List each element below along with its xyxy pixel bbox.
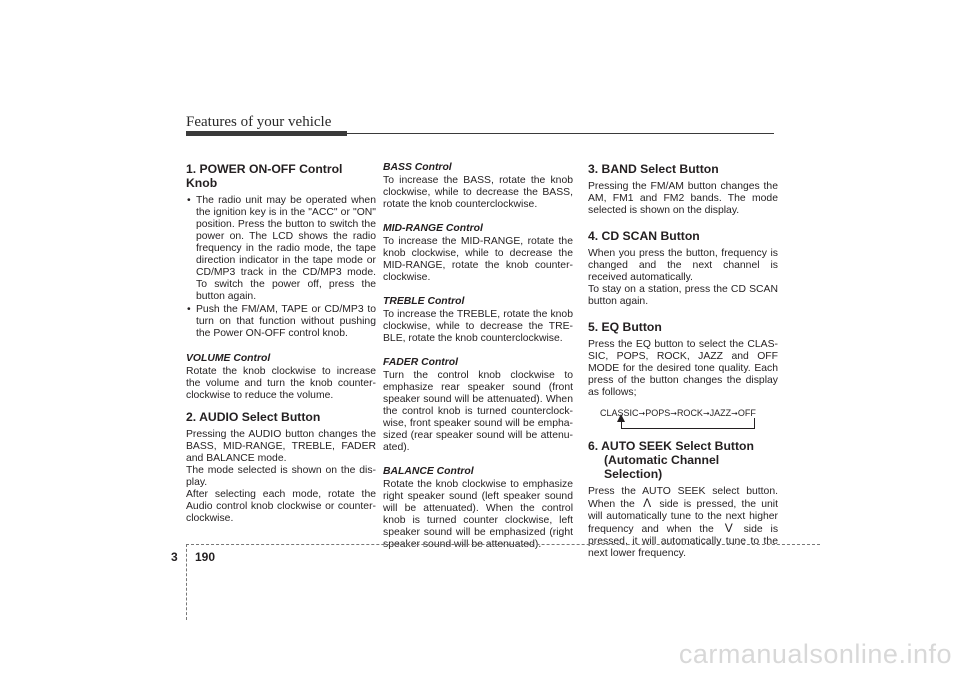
list-item: • The radio unit may be operated when the ignition key is in the "ACC" or "ON" position. Press the button to switch the power on. The LCD shows the radio frequency in the radio mode, the tape direction indicator in the tape mode or CD/MP3 track in the CD/MP3 mode. To switch the power off, press the button again.: [186, 195, 376, 303]
bass-heading: BASS Control: [383, 162, 452, 173]
fader-heading: FADER Control: [383, 357, 459, 368]
column-1: [186, 162, 376, 525]
audio-text-2: The mode selected is shown on the dis-play.: [186, 465, 376, 488]
arrow-up-icon: [617, 414, 625, 422]
band-text: Pressing the FM/AM button changes the AM, FM1 and FM2 bands. The mode selected is shown on the display.: [588, 181, 778, 216]
bass-text: To increase the BASS, rotate the knob clockwise, while to decrease the BASS, rotate the knob counterclockwise.: [383, 175, 573, 210]
header-rule-thick: [186, 131, 347, 136]
cd-scan-heading: 4. CD SCAN Button: [588, 229, 700, 243]
page-number: 190: [195, 550, 216, 564]
volume-heading: VOLUME Control: [186, 353, 271, 364]
auto-seek-title: 6. AUTO SEEK Select Button: [588, 439, 754, 453]
power-knob-heading: 1. POWER ON-OFF Control Knob: [186, 162, 343, 190]
band-select-heading: 3. BAND Select Button: [588, 162, 719, 176]
auto-seek-text-3: side is pressed, it will automatically tune to the next lower frequency.: [588, 524, 779, 559]
treble-heading: TREBLE Control: [383, 296, 465, 307]
eq-mode-cycle-diagram: [588, 405, 778, 435]
volume-text: Rotate the knob clockwise to increase the volume and turn the knob counter-clockwise to reduce the volume.: [186, 366, 376, 401]
eq-mode-label: JAZZ: [709, 408, 732, 418]
balance-text: Rotate the knob clockwise to emphasize right speaker sound (left speaker sound will be attenuated). When the control knob is turned counter clockwise, left speaker sound will be emphasized (right speaker sound will be attenuated).: [383, 479, 573, 550]
chapter-number: 3: [171, 550, 178, 564]
arrow-right-icon: ➞: [731, 409, 738, 418]
auto-seek-text: [588, 486, 778, 560]
column-2: [383, 162, 573, 551]
chevron-up-icon: Λ: [643, 496, 652, 510]
mid-range-heading: MID-RANGE Control: [383, 223, 483, 234]
eq-mode-label: POPS: [645, 408, 671, 418]
audio-text-3: After selecting each mode, rotate the Audio control knob clockwise or counter-clockwise.: [186, 489, 376, 524]
footer-divider: [186, 544, 820, 545]
arrow-right-icon: ➞: [638, 409, 646, 418]
arrow-right-icon: ➞: [670, 409, 677, 418]
return-bracket: [621, 418, 755, 429]
auto-seek-heading: [588, 439, 778, 481]
auto-seek-subtitle: (Automatic Channel Selection): [604, 453, 720, 481]
fader-text: Turn the control knob clockwise to emphasize rear speaker sound (front speaker sound will be attenuated). When the control knob is turned counterclock-wise, front speaker sound will be empha-sized (rear speaker sound will be attenu-ated).: [383, 370, 573, 453]
chevron-down-icon: V: [724, 521, 733, 535]
column-3: [588, 162, 778, 560]
auto-seek-text-1: Press the AUTO SEEK select button. When the: [588, 486, 778, 510]
balance-heading: BALANCE Control: [383, 466, 474, 477]
eq-mode-label: CLASSIC: [600, 408, 639, 418]
treble-text: To increase the TREBLE, rotate the knob clockwise, while to decrease the TRE-BLE, rotate the knob counterclockwise.: [383, 309, 573, 344]
footer-vertical-divider: [186, 544, 187, 620]
arrow-right-icon: ➞: [702, 409, 710, 418]
header-title: Features of your vehicle: [186, 114, 332, 130]
eq-text: Press the EQ button to select the CLAS-SIC, POPS, ROCK, JAZZ and OFF MODE for the desired tone quality. Each press of the button changes the display as follows;: [588, 339, 778, 398]
header-rule-thin: [347, 133, 774, 134]
eq-mode-label: OFF: [737, 408, 756, 418]
cd-scan-text-1: When you press the button, frequency is changed and the next channel is received automatically.: [588, 248, 778, 283]
audio-text-1: Pressing the AUDIO button changes the BASS, MID-RANGE, TREBLE, FADER and BALANCE mode.: [186, 429, 376, 464]
mid-range-text: To increase the MID-RANGE, rotate the knob clockwise, while to decrease the MID-RANGE, rotate the knob counter-clockwise.: [383, 236, 573, 283]
watermark: carmanualsonline.info: [678, 639, 952, 669]
eq-mode-label: ROCK: [676, 408, 703, 418]
cd-scan-text-2: To stay on a station, press the CD SCAN button again.: [588, 284, 778, 307]
eq-heading: 5. EQ Button: [588, 320, 662, 334]
auto-seek-text-2: side is pressed, the unit will automatically tune to the next higher frequency and when the: [588, 499, 779, 535]
audio-select-heading: 2. AUDIO Select Button: [186, 410, 321, 424]
power-knob-list: [186, 195, 376, 340]
list-item: • Push the FM/AM, TAPE or CD/MP3 to turn on that function without pushing the Power ON-OFF control knob.: [186, 304, 376, 340]
